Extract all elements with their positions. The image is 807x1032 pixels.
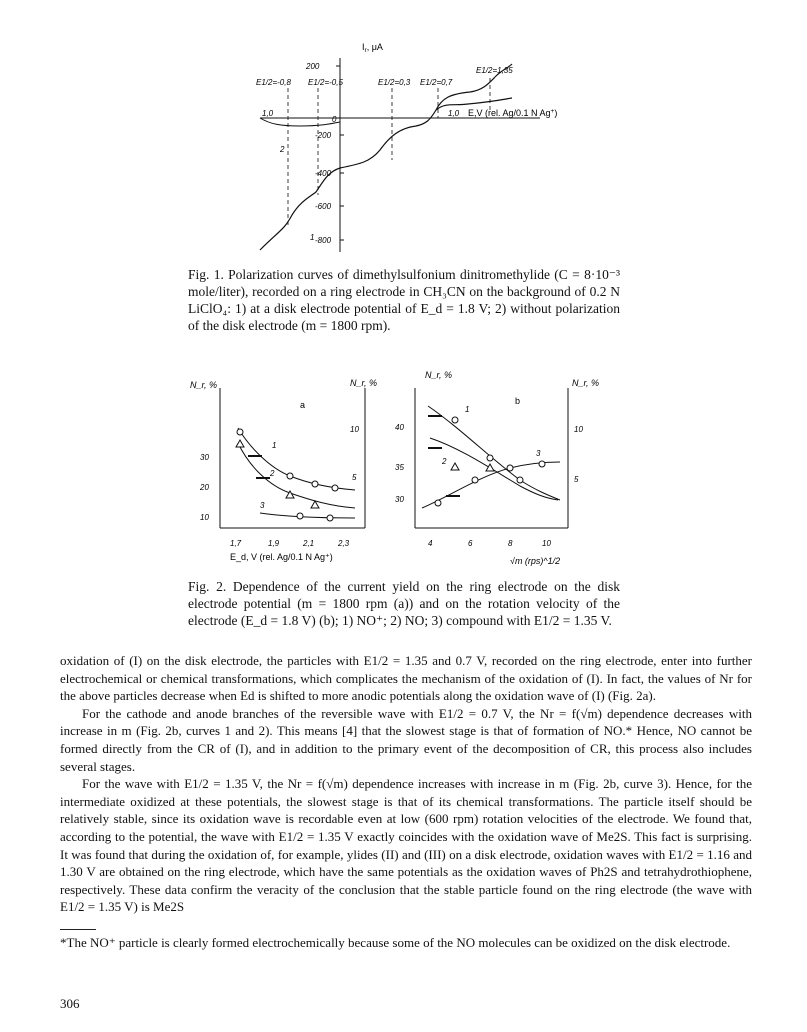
x-tick-label: 10 [542,539,551,548]
x-axis-label: E,V (rel. Ag/0.1 N Ag+) [468,108,558,118]
wave-label: E1/2=0,3 [378,78,411,87]
figure-1-plot [240,40,630,265]
y-tick-label: -600 [315,202,332,211]
y-tick-label: 200 [306,62,320,71]
y-tick-label: 20 [200,483,209,492]
paragraph: oxidation of (I) on the disk electrode, the particles with E1/2 = 1.35 and 0.7 V, recorded on the ring electrode, enter into further electrochemical or chemical transformations, which complicates the mechanism of the oxidation of (I). In fact, the values of Nr for the above particles decrease when Ed is shifted to more anodic potentials along the oxidation wave of (I) (Fig. 2a). [60,653,752,704]
x-tick-label: 8 [508,539,513,548]
wave-label: E1/2=0,7 [420,78,453,87]
y-axis-label: N_r, % [190,380,218,390]
panel-b [395,370,599,566]
y-tick-label: -800 [315,236,332,245]
curve-label: 1 [272,441,277,450]
y-tick-label: 0 [332,115,337,124]
figure-1-caption: Fig. 1. Polarization curves of dimethylsulfonium dinitromethylide (C = 8·10⁻³ mole/liter), recorded on a ring electrode in CH₃CN on the background of 0.2 N LiClO₄: 1) at a disk electrode potential of E_d = 1.8 V; 2) without polarization of the disk electrode (m = 1800 rpm). [188,267,620,333]
y-tick-label: 5 [352,473,357,482]
figure-2-plot [190,368,630,578]
y-axis-label: N_r, % [425,370,453,380]
paragraph: For the wave with E1/2 = 1.35 V, the Nr = f(√m) dependence increases with increase in m (Fig. 2b, curve 3). Hence, for the intermediate oxidized at these potentials, the slowest stage is that of its chemical transformations. The particle itself should be relatively stable, since its oxidation wave is recordable even at low (600 rpm) rotation velocities of the electrode. We found that, according to the potential, the wave with E1/2 = 1.35 V exactly coincides with the oxidation wave of Me2S. This fact is surprising. It was found that during the oxidation of, for example, ylides (II) and (III) on a disk electrode, oxidation waves with E1/2 = 1.16 and 1.30 V are obtained on the ring electrode, which have the same potentials as the oxidation waves of Ph2S and tetrahydrothiophene, respectively. These data confirm the veracity of the conclusion that the stable particle found on the ring electrode (the wave with E1/2 = 1.35 V) is Me2S [60,776,752,915]
x-tick-label: 1,0 [448,109,460,118]
panel-a [190,378,377,562]
curve-1 [260,64,512,250]
series-2-points [451,463,494,471]
series-2-line [238,443,355,508]
series-1-points [452,417,523,483]
curve-label: 3 [260,501,265,510]
figure-2 [190,368,630,578]
panel-label: a [300,400,306,410]
x-tick-label: 2,3 [338,539,350,548]
y-axis-label: N_r, % [350,378,378,388]
panel-label: b [515,396,521,406]
figure-2-caption: Fig. 2. Dependence of the current yield on the ring electrode on the disk electrode potential (m = 1800 rpm (a)) and on the rotation velocity of the electrode (E_d = 1.8 V) (b); 1) NO⁺; 2) NO; 3) compound with E1/2 = 1.35 V. [188,579,620,628]
y-tick-label: 5 [574,475,579,484]
body-text [60,652,752,916]
y-tick-label: 40 [395,423,404,432]
wave-label: E1/2=-0,5 [308,78,343,87]
x-tick-label: 2,1 [303,539,315,548]
wave-label: E1/2=1,35 [476,66,513,75]
x-axis-label: √m (rps)^1/2 [510,556,561,566]
series-1-points [237,429,338,491]
page-number: 306 [60,996,80,1011]
curve-label: 2 [270,469,275,478]
series-2-points [236,440,319,508]
x-tick-label: 4 [428,539,433,548]
baseline-curve [260,118,340,126]
y-tick-label: 30 [395,495,404,504]
x-tick-label: 1,0 [262,109,274,118]
series-3-line [260,513,355,518]
y-axis-label: $I_r$, μA [362,42,383,54]
y-tick-label: 35 [395,463,404,472]
curve-label: 2 [280,145,285,154]
y-tick-label: 10 [350,425,359,434]
curve-label: 3 [536,449,541,458]
curve-label: 1 [465,405,470,414]
wave-label: E1/2=-0,8 [256,78,291,87]
series-1-line [238,428,355,490]
footnote: *The NO⁺ particle is clearly formed electrochemically because some of the NO molecules can be oxidized on the disk electrode. [60,935,731,950]
paragraph: For the cathode and anode branches of the reversible wave with E1/2 = 0.7 V, the Nr = f(√m) dependence decreases with increase in m (Fig. 2b, curves 1 and 2). This means [4] that the slowest stage is that of formation of NO.* Hence, NO cannot be formed directly from the CR of (I), and in addition to the primary event of the decomposition of CR, this process also includes several stages. [60,705,752,774]
y-tick-label: 30 [200,453,209,462]
y-tick-label: 10 [574,425,583,434]
curve-label: 1 [310,233,315,242]
x-tick-label: 1,7 [230,539,242,548]
footnote-rule [60,929,96,930]
x-tick-label: 1,9 [268,539,280,548]
y-tick-label: -200 [315,131,332,140]
y-axis-label: N_r, % [572,378,600,388]
x-axis-label: E_d, V (rel. Ag/0.1 N Ag⁺) [230,552,333,562]
figure-1 [240,40,630,265]
curve-label: 2 [442,457,447,466]
y-tick-label: -400 [315,169,332,178]
x-tick-label: 6 [468,539,473,548]
y-tick-label: 10 [200,513,209,522]
